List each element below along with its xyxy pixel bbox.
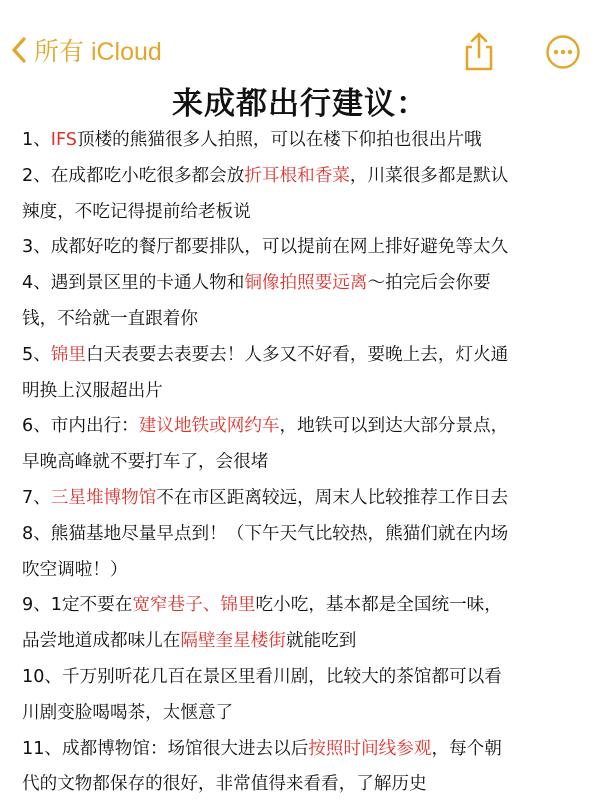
- note-line: [22, 588, 582, 624]
- text-segment: ，每个朝: [431, 738, 502, 759]
- note-line: [22, 338, 582, 374]
- text-segment: 代的文物都保存的很好，非常值得来看看，了解历史: [22, 774, 427, 795]
- note-line: [22, 445, 582, 481]
- text-segment: 7、: [22, 487, 51, 508]
- text-segment: 就能吃到: [285, 631, 357, 652]
- back-button[interactable]: [10, 32, 162, 68]
- highlight-text: 铜像拍照要远离: [244, 273, 368, 294]
- note-line: [22, 266, 582, 302]
- highlight-text: 按照时间线参观: [308, 738, 432, 759]
- note-line: [22, 553, 582, 589]
- note-title: 来成都出行建议：: [172, 86, 428, 122]
- highlight-text: 建议地铁或网约车: [138, 416, 280, 437]
- text-segment: 6、市内出行：: [22, 416, 139, 437]
- chevron-left-icon: [10, 35, 28, 65]
- text-segment: ，地铁可以到达大部分景点，: [279, 416, 509, 437]
- note-line: [22, 159, 582, 195]
- text-segment: 吃小吃，基本都是全国统一味，: [255, 595, 502, 616]
- text-segment: 2、在成都吃小吃很多都会放: [22, 165, 245, 186]
- highlight-text: 宽窄巷子、锦里: [132, 595, 256, 616]
- note-line: [22, 302, 582, 338]
- text-segment: 不在市区距离较远，周末人比较推荐工作日去: [156, 487, 509, 508]
- note-line: [22, 195, 582, 231]
- text-segment: 10、千万别听花几百在景区里看川剧，比较大的茶馆都可以看: [22, 666, 502, 687]
- text-segment: 品尝地道成都味儿在: [22, 631, 181, 652]
- note-line: [22, 517, 582, 553]
- note-line: [22, 696, 582, 732]
- share-button[interactable]: [460, 30, 498, 72]
- text-segment: 3、成都好吃的餐厅都要排队，可以提前在网上排好避免等太久: [22, 237, 509, 258]
- text-segment: 顶楼的熊猫很多人拍照，可以在楼下仰拍也很出片哦: [76, 130, 482, 150]
- text-segment: ，川菜很多都是默认: [349, 165, 509, 186]
- text-segment: 早晚高峰就不要打车了，会很堵: [22, 452, 269, 473]
- text-segment: 4、遇到景区里的卡通人物和: [22, 273, 245, 294]
- note-body[interactable]: [22, 123, 582, 803]
- note-line: [22, 409, 582, 445]
- text-segment: 川剧变脸喝喝茶，太惬意了: [22, 702, 234, 723]
- text-segment: 9、1定不要在: [22, 595, 133, 616]
- text-segment: ～拍完后会你要: [367, 273, 491, 294]
- text-segment: 钱，不给就一直跟着你: [22, 308, 198, 329]
- note-line: [22, 732, 582, 768]
- note-line: [22, 660, 582, 696]
- text-segment: 11、成都博物馆：场馆很大进去以后: [22, 738, 309, 759]
- note-line: [22, 624, 582, 660]
- highlight-text: IFS: [50, 130, 77, 150]
- text-segment: 明换上汉服超出片: [22, 380, 163, 401]
- more-icon: [545, 55, 581, 74]
- note-line: [22, 230, 582, 266]
- text-segment: 1、: [22, 130, 51, 150]
- note-line: [22, 123, 582, 159]
- text-segment: 8、熊猫基地尽量早点到！（下午天气比较热，熊猫们就在内场: [22, 523, 509, 544]
- more-button[interactable]: [545, 34, 581, 70]
- text-segment: 辣度，不吃记得提前给老板说: [22, 201, 251, 222]
- highlight-text: 锦里: [50, 344, 86, 365]
- text-segment: 5、: [22, 344, 51, 365]
- text-segment: 白天表要去表要去！人多又不好看，要晚上去，灯火通: [86, 344, 509, 365]
- note-line: [22, 767, 582, 803]
- note-line: [22, 481, 582, 517]
- highlight-text: 折耳根和香菜: [244, 165, 350, 186]
- back-label: 所有 iCloud: [34, 38, 162, 66]
- highlight-text: 隔壁奎星楼街: [180, 631, 286, 652]
- navigation-bar: [0, 0, 600, 80]
- note-line: [22, 374, 582, 410]
- text-segment: 吹空调啦！）: [22, 559, 128, 580]
- share-icon: [460, 57, 498, 76]
- highlight-text: 三星堆博物馆: [50, 487, 157, 508]
